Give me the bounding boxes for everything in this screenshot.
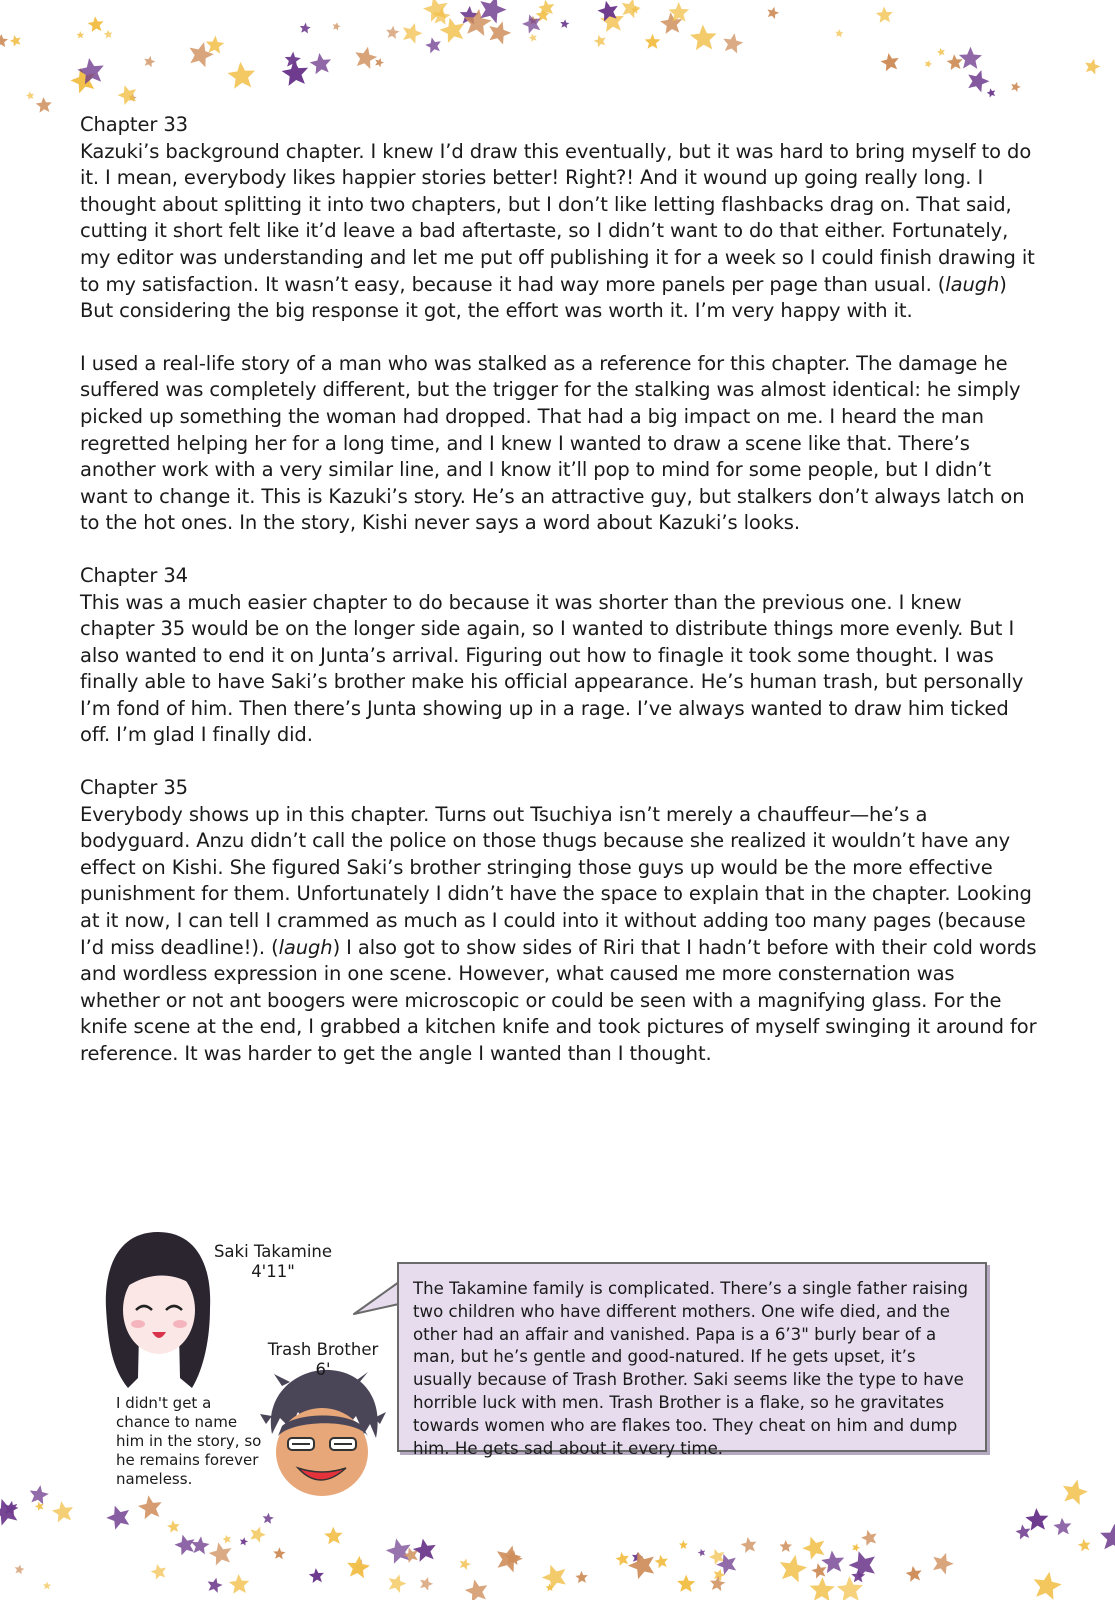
star-decoration — [879, 51, 900, 71]
star-decoration — [645, 34, 661, 49]
saki-label — [208, 1242, 338, 1282]
star-decoration — [1031, 1569, 1064, 1600]
star-decoration — [679, 1540, 688, 1549]
star-decoration — [8, 33, 22, 47]
star-decoration — [1060, 1477, 1090, 1506]
star-decoration — [262, 1512, 275, 1524]
star-decoration — [247, 1524, 267, 1544]
star-decoration — [227, 61, 257, 90]
star-decoration — [143, 55, 157, 68]
star-decoration — [418, 1575, 435, 1592]
star-decoration — [689, 24, 717, 51]
saki-name: Saki Takamine — [213, 1242, 333, 1261]
star-decoration — [0, 1495, 22, 1527]
star-decoration — [28, 1483, 50, 1505]
star-decoration — [308, 1567, 325, 1583]
side-note: I didn't get a chance to name him in the story, so he remains forever nameless. — [116, 1394, 262, 1488]
star-decoration — [239, 1536, 249, 1546]
saki-height: 4'11" — [251, 1262, 295, 1281]
star-decoration — [87, 16, 105, 33]
star-decoration — [800, 1533, 829, 1561]
star-decoration — [1077, 1538, 1091, 1552]
brother-height: 6' — [315, 1360, 331, 1379]
star-decoration — [385, 25, 400, 39]
star-decoration — [222, 1534, 232, 1544]
star-decoration — [697, 1548, 706, 1557]
chapter-34-heading: Chapter 34 — [80, 563, 188, 587]
star-decoration — [780, 1540, 793, 1552]
star-decoration — [137, 1493, 164, 1519]
star-decoration — [493, 1542, 526, 1574]
star-decoration — [399, 20, 424, 45]
star-decoration — [76, 31, 84, 38]
star-decoration — [959, 47, 982, 69]
star-decoration — [625, 1547, 659, 1581]
star-decoration — [190, 1535, 210, 1554]
star-decoration — [614, 1551, 630, 1567]
star-decoration — [103, 1502, 133, 1531]
star-decoration — [14, 1564, 25, 1575]
star-decoration — [424, 36, 443, 54]
chapter-33-paragraph-2: I used a real-life story of a man who was stalked as a reference for this chapter. The damage he suffered was completely different, but the trigger for the stalking was almost identical: he simply picked up something the woman had dropped. That had a big impact on me. I heard the man regretted helping her for a long time, and I knew I wanted to draw a scene like that. There’s another work with a very similar line, and I know it’ll pop to mind for some people, but I didn’t want to change it. This is Kazuki’s story. He’s an attractive guy, but stalkers don’t always latch on to the hot ones. In the story, Kishi never says a word about Kazuki’s looks. — [80, 351, 1025, 535]
star-decoration — [228, 1573, 249, 1593]
star-decoration — [35, 97, 52, 113]
star-decoration — [207, 1540, 234, 1566]
star-decoration — [809, 1577, 835, 1600]
star-decoration — [575, 1571, 588, 1584]
star-decoration — [876, 6, 894, 23]
star-decoration — [43, 1581, 51, 1589]
star-decoration — [986, 87, 997, 98]
star-decoration — [528, 32, 538, 42]
star-decoration — [851, 1542, 861, 1552]
star-decoration — [51, 1499, 76, 1523]
brother-label — [258, 1340, 388, 1380]
star-decoration — [115, 82, 139, 106]
star-decoration — [592, 33, 607, 48]
star-decoration — [860, 1528, 880, 1547]
star-decoration — [166, 1519, 180, 1533]
star-decoration — [25, 91, 35, 100]
star-decoration — [1083, 57, 1102, 75]
star-decoration — [654, 1554, 670, 1569]
star-decoration — [0, 34, 8, 48]
star-decoration — [373, 56, 385, 67]
star-decoration — [721, 31, 745, 54]
commentary-text — [80, 112, 1040, 1094]
saki-portrait — [98, 1228, 218, 1393]
star-decoration — [205, 35, 225, 54]
brother-name: Trash Brother — [267, 1340, 379, 1359]
star-decoration — [924, 59, 933, 68]
star-decoration — [936, 47, 946, 56]
star-decoration — [560, 19, 570, 29]
star-decoration — [299, 22, 311, 34]
star-decoration — [810, 1562, 828, 1579]
star-decoration — [765, 5, 780, 20]
star-decoration — [206, 1576, 224, 1594]
star-border-bottom — [0, 1460, 1115, 1600]
star-decoration — [463, 1577, 490, 1600]
star-decoration — [353, 44, 379, 69]
star-border-top — [0, 0, 1115, 130]
star-decoration — [458, 1557, 472, 1571]
star-decoration — [149, 1562, 168, 1580]
star-decoration — [964, 67, 992, 94]
star-decoration — [386, 1572, 409, 1594]
star-decoration — [346, 1554, 371, 1578]
star-decoration — [929, 1549, 956, 1575]
star-decoration — [273, 1547, 286, 1559]
chapter-34-paragraph: This was a much easier chapter to do because it was shorter than the previous one. I knew chapter 35 would be on the longer side again, so I wanted to distribute things more evenly. But I also wanted to end it on Junta’s arrival. Figuring out how to finagle it took some thought. I was finally able to have Saki’s brother make his official appearance. He’s human trash, but personally I’m fond of him. Then there’s Junta showing up in a rage. I’ve always wanted to draw him ticked off. I’m glad I finally did. — [80, 590, 1024, 747]
star-decoration — [1025, 1507, 1050, 1531]
family-note-box: The Takamine family is complicated. There’s a single father raising two children who have different mothers. One wife died, and the other had an affair and vanished. Papa is a 6’3" burly bear of a man, but he’s gentle and good-natured. If he gets upset, it’s usually because of Trash Brother. Saki seems like the type to have horrible luck with men. Trash Brother is a flake, so he gravitates towards women who are flakes too. They cheat on him and dump him. He gets sad about it every time. — [397, 1262, 987, 1452]
star-decoration — [835, 29, 844, 38]
star-decoration — [777, 1552, 809, 1583]
star-decoration — [309, 52, 333, 75]
star-decoration — [740, 1536, 758, 1554]
star-decoration — [1009, 80, 1021, 92]
chapter-35-heading: Chapter 35 — [80, 776, 188, 800]
star-decoration — [539, 1560, 571, 1591]
star-decoration — [905, 1565, 923, 1583]
star-decoration — [34, 1501, 45, 1512]
star-decoration — [1015, 1523, 1033, 1540]
star-decoration — [324, 1526, 343, 1544]
star-decoration — [421, 0, 451, 23]
star-decoration — [103, 29, 113, 38]
chapter-33-heading: Chapter 33 — [80, 113, 188, 136]
chapter-35-paragraph: Everybody shows up in this chapter. Turns out Tsuchiya isn’t merely a chauffeur—he’s a bodyguard. Anzu didn’t call the police on those thugs because she realized it wouldn’t have any effect on Kishi. She figured Saki’s brother stringing those guys up would be the more effective punishment for them. Unfortunately I didn’t have the space to explain that in the chapter. Looking at it now, I can tell I crammed as much as I could into it without adding too many pages (because I’d miss deadline!). (laugh) I also got to show sides of Riri that I hadn’t before with their cold words and wordless expression in one scene. However, what caused me more consternation was whether or not ant boogers were microscopic or could be seen with a magnifying glass. For the knife scene at the end, I grabbed a kitchen knife and took pictures of myself swinging it around for reference. It was harder to get the angle I wanted than I thought. — [80, 802, 1037, 1065]
star-decoration — [1053, 1517, 1073, 1536]
chapter-33-paragraph-1: Kazuki’s background chapter. I knew I’d draw this eventually, but it was hard to bring myself to do it. I mean, everybody likes happier stories better! Right?! And it wound up going really long. I thought about splitting it into two chapters, but I don’t like letting flashbacks drag on. That said, cutting it short felt like it’d leave a bad aftertaste, so I didn’t want to do that either. Fortunately, my editor was understanding and let me put off publishing it for a week so I could finish drawing it to my satisfaction. It wasn’t easy, because it had way more panels per page than usual. (laugh) But considering the big response it got, the effort was worth it. I’m very happy with it. — [80, 139, 1035, 323]
star-decoration — [332, 21, 342, 30]
note-box-tail — [350, 1278, 402, 1338]
star-decoration — [485, 18, 513, 46]
star-decoration — [677, 1574, 695, 1592]
star-decoration — [1099, 1523, 1115, 1551]
